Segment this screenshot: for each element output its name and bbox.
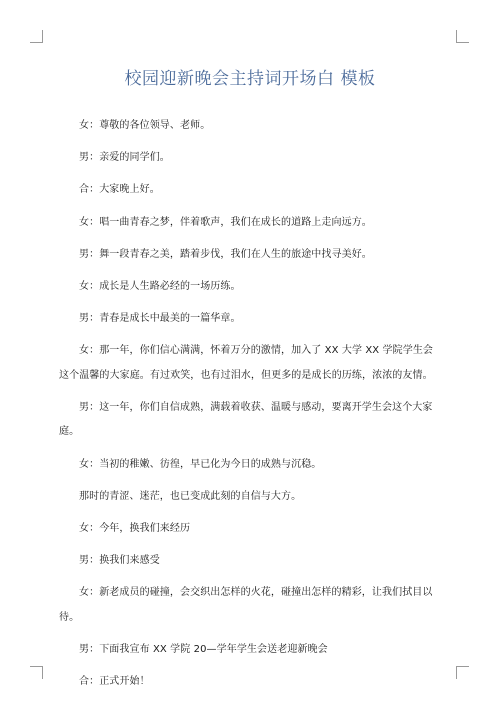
corner-mark-bottom-right bbox=[456, 666, 469, 679]
paragraph: 男：这一年，你们自信成熟，满载着收获、温暖与感动，要离开学生会这个大家庭。 bbox=[59, 402, 433, 438]
corner-mark-top-right bbox=[456, 30, 469, 43]
paragraph: 男：青春是成长中最美的一篇华章。 bbox=[79, 313, 241, 325]
paragraph: 男：舞一段青春之美，踏着步伐，我们在人生的旅途中找寻美好。 bbox=[79, 248, 372, 260]
paragraph: 男：亲爱的同学们。 bbox=[79, 152, 170, 164]
paragraph: 那时的青涩、迷茫，也已变成此刻的自信与大方。 bbox=[79, 490, 302, 502]
corner-mark-top-left bbox=[30, 30, 43, 43]
paragraph: 女：尊敬的各位领导、老师。 bbox=[79, 120, 211, 131]
paragraph: 女：那一年，你们信心满满，怀着万分的激情，加入了 XX 大学 XX 学院学生会这个温馨的大家庭。有过欢笑，也有过泪水，但更多的是成长的历练，浓浓的友情。 bbox=[59, 345, 434, 381]
paragraph: 男：下面我宣布 XX 学院 20—学年学生会送老迎新晚会 bbox=[79, 644, 328, 656]
corner-mark-bottom-left bbox=[30, 666, 43, 679]
document-title: 校园迎新晚会主持词开场白 模板 bbox=[124, 69, 376, 89]
paragraph: 合：正式开始！ bbox=[79, 676, 150, 688]
paragraph: 女：成长是人生路必经的一场历练。 bbox=[79, 281, 241, 293]
paragraph: 女：当初的稚嫩、彷徨，早已化为今日的成熟与沉稳。 bbox=[79, 458, 322, 470]
paragraph: 女：新老成员的碰撞，会交织出怎样的火花，碰撞出怎样的精彩，让我们拭目以待。 bbox=[59, 587, 433, 623]
paragraph: 男：换我们来感受 bbox=[79, 555, 160, 567]
paragraph: 女：唱一曲青春之梦，伴着歌声，我们在成长的道路上走向远方。 bbox=[79, 216, 372, 228]
document-body bbox=[59, 114, 439, 702]
paragraph: 合：大家晚上好。 bbox=[79, 184, 160, 196]
paragraph: 女：今年，换我们来经历 bbox=[79, 523, 191, 535]
